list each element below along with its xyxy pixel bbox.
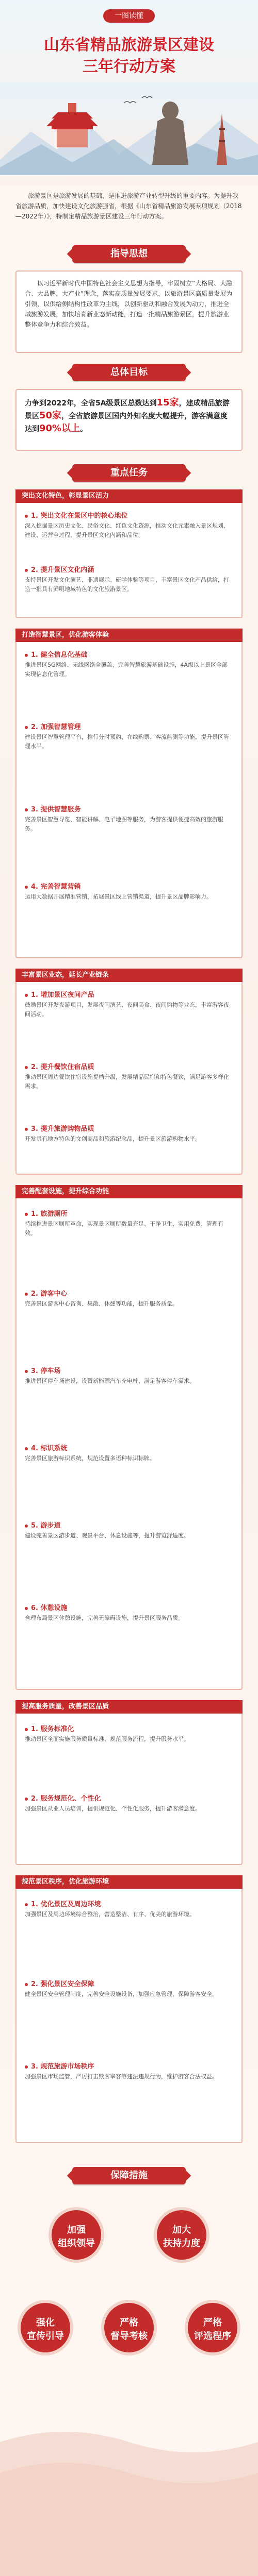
task-item-title [25, 1208, 233, 1218]
task-item-title [25, 721, 233, 731]
task-item-title-text: 2. 加强智慧管理 [31, 723, 81, 731]
task-item-title [25, 1899, 233, 1908]
bullet-icon [25, 1728, 28, 1731]
bullet-icon [25, 994, 28, 997]
task-item-title [25, 1793, 233, 1803]
measure-line2: 评选程序 [194, 2331, 231, 2342]
goal-text-part: 。 [80, 425, 88, 433]
task-group-bar: 突出文化特色，彰显景区活力 [15, 489, 243, 503]
intro-paragraph: 旅游景区是旅游发展的基础，是推进旅游产业转型升级的重要内容。为提升我省旅游品质，加快建设文化旅游强省，根据《山东省精品旅游发展专项规划（2018—2022年）》，特制定精品旅游景区建设三年行动方案。 [15, 192, 242, 220]
section-guiding-title: 指导思想 [110, 248, 148, 259]
task-item-body: 加强景区及周边环境综合整治，营造整洁、有序、优美的旅游环境。 [25, 1911, 195, 1918]
task-item-title [25, 1443, 233, 1452]
measure-circle [188, 2303, 237, 2352]
task-item-title [25, 564, 233, 574]
task-item-title-text: 4. 标识系统 [31, 1445, 68, 1452]
bullet-icon [25, 886, 28, 889]
measure-circle [157, 2210, 206, 2260]
task-item-body: 持续推进景区厕所革命，实现景区厕所数量充足、干净卫生、实用免费、管理有效。 [25, 1221, 223, 1236]
task-item-body: 鼓励景区开发夜游项目，发展夜间演艺、夜间美食、夜间购物等业态，丰富游客夜间活动。 [25, 1002, 229, 1018]
measure-circle [52, 2210, 101, 2260]
landmark-illustration [0, 82, 258, 175]
task-item-body: 推进景区5G网络、无线网络全覆盖，完善智慧旅游基础设施，4A级以上景区全部实现信息化管理。 [25, 662, 228, 677]
measure-line2: 组织领导 [58, 2238, 95, 2249]
goal-text [25, 397, 233, 435]
goal-highlight: 50家 [39, 410, 62, 421]
task-item-body: 深入挖掘景区历史文化、民俗文化、红色文化资源，推动文化元素融入景区规划、建设、运营全过程，提升景区文化内涵和品位。 [25, 522, 229, 538]
task-item-title-text: 2. 提升景区文化内涵 [31, 566, 94, 574]
bullet-icon [25, 1370, 28, 1373]
bullet-icon [25, 1213, 28, 1216]
measure-line1: 加强 [67, 2225, 86, 2235]
measure-line2: 扶持力度 [163, 2238, 200, 2249]
task-item-body: 合理布局景区休憩设施，完善无障碍设施，提升景区服务品质。 [25, 1615, 184, 1621]
goal-text-part: ，全省旅游景区国内外知名度大幅提升，游客满意度达到 [25, 412, 228, 433]
task-group-bar: 丰富景区业态，延长产业链条 [15, 969, 243, 982]
bullet-icon [25, 515, 28, 518]
task-item-body: 推动景区全面实施服务质量标准，规范服务流程，提升服务水平。 [25, 1736, 189, 1742]
goal-text-part: 力争到2022年，全省5A级景区总数达到 [25, 399, 157, 408]
task-item-title-text: 1. 旅游厕所 [31, 1210, 68, 1218]
task-item-title [25, 804, 233, 814]
measure-line1: 强化 [36, 2317, 55, 2328]
task-item-title [25, 1520, 233, 1530]
task-group-panel [15, 489, 243, 618]
task-item-title-text: 1. 优化景区及周边环境 [31, 1901, 101, 1908]
task-item-title-text: 5. 游步道 [31, 1522, 61, 1530]
bullet-icon [25, 654, 28, 657]
section-goal-header [72, 361, 186, 383]
task-item-title [25, 2061, 233, 2071]
measure-circle [21, 2303, 70, 2352]
measure-circle [104, 2303, 154, 2352]
task-item-body: 加强景区从业人员培训，提供规范化、个性化服务，提升游客满意度。 [25, 1805, 201, 1812]
goal-highlight: 90%以上 [39, 423, 80, 434]
task-item-body: 开发具有地方特色的文创商品和旅游纪念品，提升景区旅游购物水平。 [25, 1136, 201, 1142]
page-subtitle: 三年行动方案 [83, 58, 175, 76]
task-item-body: 推进景区停车场建设，设置新能源汽车充电桩，满足游客停车需求。 [25, 1378, 195, 1384]
bullet-icon [25, 1293, 28, 1296]
task-item-title [25, 1723, 233, 1733]
kicker-badge: 一图读懂 [103, 9, 155, 23]
task-item-title-text: 3. 提供智慧服务 [31, 806, 81, 814]
bullet-icon [25, 808, 28, 811]
bullet-icon [25, 1983, 28, 1986]
task-item-title [25, 1602, 233, 1612]
bullet-icon [25, 1128, 28, 1131]
section-goal-title: 总体目标 [110, 367, 148, 378]
measure-line1: 严格 [203, 2317, 222, 2328]
goal-text-part: ，建成精品旅游景区 [25, 399, 230, 420]
task-item-title-text: 2. 游客中心 [31, 1290, 68, 1298]
task-item-title-text: 3. 停车场 [31, 1367, 61, 1375]
bullet-icon [25, 1524, 28, 1528]
section-tasks-header [72, 461, 186, 484]
section-measures-header [72, 2164, 186, 2187]
task-group-bar: 规范景区秩序，优化旅游环境 [15, 1875, 243, 1889]
section-measures-title: 保障措施 [110, 2170, 148, 2181]
task-item-body: 健全景区安全管理制度，完善安全设施设备，加强应急管理，保障游客安全。 [25, 1991, 218, 1997]
task-item-body: 推动景区周边餐饮住宿设施提档升级，发展精品民宿和特色餐饮，满足游客多样化需求。 [25, 1074, 229, 1090]
page-title: 山东省精品旅游景区建设 [44, 36, 214, 54]
bullet-icon [25, 1447, 28, 1450]
task-group-bar: 完善配套设施，提升综合功能 [15, 1185, 243, 1198]
bullet-icon [25, 569, 28, 572]
bullet-icon [25, 1066, 28, 1069]
task-item-title-text: 1. 增加景区夜间产品 [31, 991, 94, 999]
task-group-bar: 提高服务质量，改善景区品质 [15, 1700, 243, 1714]
task-item-title-text: 2. 强化景区安全保障 [31, 1980, 94, 1988]
task-item-body: 建设景区智慧管理平台，推行分时预约、在线购票、客流监测等功能，提升景区管理水平。 [25, 734, 229, 750]
task-item-body: 支持景区开发文化演艺、非遗展示、研学体验等项目，丰富景区文化产品供给，打造一批具有鲜明地域特色的文化旅游景区。 [25, 577, 229, 592]
goal-highlight: 15家 [156, 397, 179, 408]
bullet-icon [25, 2065, 28, 2069]
task-item-body: 完善景区智慧导览、智能讲解、电子地图等服务，为游客提供便捷高效的旅游服务。 [25, 816, 223, 832]
task-item-body: 建设完善景区游步道、观景平台、休息设施等，提升游览舒适度。 [25, 1532, 189, 1539]
task-item-body: 加强景区市场监管，严厉打击欺客宰客等违法违规行为，维护游客合法权益。 [25, 2073, 218, 2080]
measure-line1: 加大 [172, 2225, 191, 2235]
bullet-icon [25, 1607, 28, 1610]
measure-line2: 督导考核 [110, 2331, 148, 2342]
task-item-title-text: 3. 提升旅游购物品质 [31, 1125, 94, 1133]
bullet-icon [25, 726, 28, 729]
task-item-title [25, 1365, 233, 1375]
footer-decoration [0, 2411, 258, 2576]
hero-banner [0, 0, 258, 185]
task-item-title [25, 510, 233, 520]
bullet-icon [25, 1798, 28, 1801]
task-item-title-text: 1. 突出文化在景区中的核心地位 [31, 512, 128, 520]
task-item-title [25, 649, 233, 659]
task-item-title [25, 1978, 233, 1988]
task-item-body: 运用大数据开展精准营销，拓展景区线上营销渠道，提升景区品牌影响力。 [25, 893, 212, 900]
task-item-title-text: 4. 完善智慧营销 [31, 883, 81, 891]
task-item-title [25, 1288, 233, 1298]
task-group-bar: 打造智慧景区，优化游客体验 [15, 629, 243, 642]
task-item-title [25, 1123, 233, 1133]
measure-line2: 宣传引导 [27, 2331, 64, 2342]
guiding-text: 以习近平新时代中国特色社会主义思想为指导，牢固树立“大格局、大融合、大品牌、大产业”理念，落实高质量发展要求，以旅游景区高质量发展为引领，以供给侧结构性改革为主线，以创新驱动和融合发展为动力，推进全域旅游发展，加快培育新业态新动能，打造一批精品旅游景区，提升旅游业整体竞争力和综合效益。 [25, 280, 233, 328]
task-item-title-text: 1. 健全信息化基础 [31, 651, 88, 659]
task-item-title-text: 1. 服务标准化 [31, 1725, 74, 1733]
task-item-title [25, 881, 233, 891]
measure-line1: 严格 [120, 2317, 138, 2328]
section-tasks-title: 重点任务 [110, 467, 148, 478]
task-item-title [25, 989, 233, 999]
task-item-title-text: 2. 服务规范化、个性化 [31, 1795, 101, 1803]
task-group-panel [15, 969, 243, 1175]
task-item-title-text: 6. 休憩设施 [31, 1604, 68, 1612]
task-item-title-text: 3. 规范旅游市场秩序 [31, 2063, 94, 2071]
task-item-title [25, 1061, 233, 1071]
task-item-body: 完善景区旅游标识系统，规范设置多语种标识标牌。 [25, 1455, 155, 1462]
task-item-title-text: 2. 提升餐饮住宿品质 [31, 1063, 94, 1071]
task-item-body: 完善景区游客中心咨询、集散、休憩等功能，提升服务质量。 [25, 1300, 178, 1307]
bullet-icon [25, 1903, 28, 1906]
section-guiding-header [72, 242, 186, 265]
